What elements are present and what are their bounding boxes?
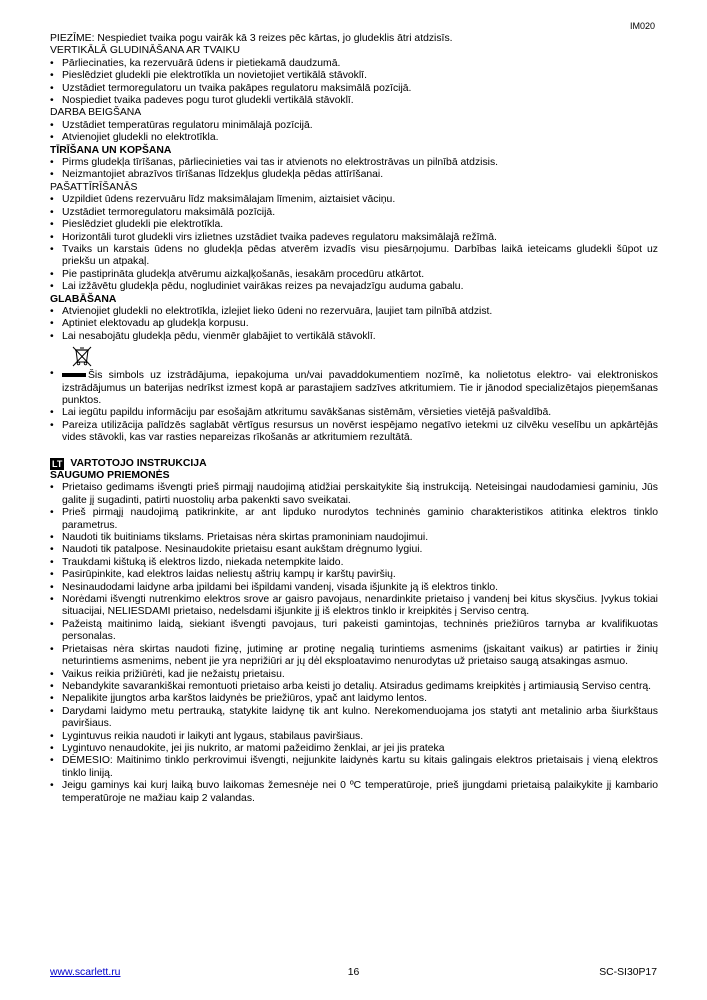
list-item: • Pie pastiprināta gludekļa atvērumu aizkaļķošanās, iesakām procedūru atkārtot. [50, 269, 658, 281]
list-end [50, 120, 658, 145]
lt-heading [50, 458, 658, 470]
list-item: • Uzstādiet termoregulatoru maksimālā pozīcijā. [50, 207, 658, 219]
weee-text-line [62, 370, 658, 407]
list-item: • Nebandykite savarankiškai remontuoti prietaiso arba keisti jo detalių. Atsiradus gedimams kreipkitės į artimiausią Serviso centrą. [50, 681, 658, 693]
list-vertical [50, 58, 658, 108]
list-item: • Jeigu gaminys kai kurį laiką buvo laikomas žemesnėje nei 0 ºC temperatūroje, prieš įjungdami prietaisą palaikykite jį kambario temperatūroje ne mažiau kaip 2 valandas. [50, 780, 658, 805]
weee-text: Šis simbols uz izstrādājuma, iepakojuma un/vai pavaddokumentiem nozīmē, ka nolietotus elektro- vai elektroniskos izstrādājumus un baterijas nedrīkst izmest kopā ar parastajiem sadzīves atkritumiem. Tie ir jānodod specializētajos pieņemšanas punktos. [62, 370, 658, 406]
list-item: • Uzstādiet termoregulatoru un tvaika pakāpes regulatoru maksimālā pozīcijā. [50, 83, 658, 95]
document-code: IM020 [629, 21, 655, 31]
section-title-end: DARBA BEIGŠANA [50, 107, 142, 119]
list-item: • Atvienojiet gludekli no elektrotīkla, izlejiet lieko ūdeni no rezervuāra, ļaujiet tam pilnībā atdzist. [50, 306, 658, 318]
list-item: • Nospiediet tvaika padeves pogu turot gludekli vertikālā stāvoklī. [50, 95, 658, 107]
list-final [50, 407, 658, 444]
section-title-safety: SAUGUMO PRIEMONĖS [50, 470, 170, 481]
list-item: • Nepalikite įjungtos arba karštos laidynės be priežiūros, ypač ant laidymo lentos. [50, 693, 658, 705]
list-item: • Vaikus reikia prižiūrėti, kad jie nežaistų prietaisu. [50, 669, 658, 681]
section-title-storage: GLABĀŠANA [50, 293, 117, 305]
list-selfclean [50, 194, 658, 293]
page-number: 16 [347, 967, 360, 978]
list-item: • Lai iegūtu papildu informāciju par esošajām atkritumu savākšanas sistēmām, vērsieties vietējā pašvaldībā. [50, 407, 658, 419]
list-storage [50, 306, 658, 343]
list-item: • Darydami laidymo metu pertrauką, statykite laidynę tik ant kulno. Nerekomenduojama jos statyti ant metalinio arba šiurkštaus paviršiaus. [50, 706, 658, 731]
section-title-cleaning: TĪRĪŠANA UN KOPŠANA [50, 144, 172, 156]
list-item: • Tvaiks un karstais ūdens no gludekļa pēdas atverēm izvadīs visu piesārņojumu. Darbības laikā ieteicams gludekli šūpot uz priekšu un atpakaļ. [50, 244, 658, 269]
list-item: • Atvienojiet gludekli no elektrotīkla. [50, 132, 658, 144]
list-item: • Traukdami kištuką iš elektros lizdo, niekada netempkite laido. [50, 557, 658, 569]
list-item: • Pieslēdziet gludekli pie elektrotīkla. [50, 219, 658, 231]
model-code: SC-SI30P17 [599, 967, 657, 978]
list-item: • Pirms gludekļa tīrīšanas, pārliecinieties vai tas ir atvienots no elektrostrāvas un pilnībā atdzisis. [50, 157, 658, 169]
page-content [50, 33, 658, 805]
section-title-vertical: VERTIKĀLĀ GLUDINĀŠANA AR TVAIKU [50, 45, 240, 57]
list-item: • Uzpildiet ūdens rezervuāru līdz maksimālajam līmenim, aiztaisiet vāciņu. [50, 194, 658, 206]
lt-title: VARTOTOJO INSTRUKCIJA [70, 457, 207, 469]
list-cleaning [50, 157, 658, 182]
note-text: PIEZĪME: Nespiediet tvaika pogu vairāk kā 3 reizes pēc kārtas, jo gludeklis ātri atdzisīs. [50, 33, 453, 44]
section-title-selfclean: PAŠATTĪRĪŠANĀS [50, 181, 138, 193]
list-item: • Pažeistą maitinimo laidą, siekiant išvengti pavojaus, turi pakeisti gamintojas, techninės priežiūros tarnyba ar kvalifikuotas personalas. [50, 619, 658, 644]
list-safety [50, 482, 658, 805]
list-item: • Prieš pirmąjį naudojimą patikrinkite, ar ant lipduko nurodytos techninės gaminio charakteristikos atitinka elektros tinklo parametrus. [50, 507, 658, 532]
website-link[interactable]: www.scarlett.ru [50, 967, 121, 978]
list-item: • Lai nesabojātu gludekļa pēdu, vienmēr glabājiet to vertikālā stāvoklī. [50, 331, 658, 343]
crossed-bin-icon [64, 346, 98, 370]
list-item: • Horizontāli turot gludekli virs izlietnes uzstādiet tvaika padeves regulatoru maksimālajā režīmā. [50, 232, 658, 244]
weee-item [50, 346, 658, 407]
list-item: • Nesinaudodami laidyne arba įpildami bei išpildami vandenį, visada išjunkite ją iš elektros tinklo. [50, 582, 658, 594]
list-item: • Prietaiso gedimams išvengti prieš pirmąjį naudojimą atidžiai perskaitykite šią instrukciją. Neteisingai naudodamiesi gaminiu, Jūs galite jį sugadinti, patirti nuostolių arba pakenkti savo sveikatai. [50, 482, 658, 507]
list-item: • Lygintuvo nenaudokite, jei jis nukrito, ar matomi pažeidimo ženklai, ar jei jis prateka [50, 743, 658, 755]
list-item: • Prietaisas nėra skirtas naudoti fizinę, jutiminę ar protinę negalią turintiems asmenims (įskaitant vaikus) ar patirties ir žinių neturintiems asmenims, nebent jie yra neprižiūri ar jų dėl eksploatavimo nenurodytas už prietaiso saugą atsakingas asmuo. [50, 644, 658, 669]
list-item: • Norėdami išvengti nutrenkimo elektros srove ar gaisro pavojaus, nenardinkite prietaiso į vandenį bei kitus skysčius. Įvykus tokiai situacijai, NELIESDAMI prietaiso, nedelsdami išjunkite jį iš elektros tinklo ir kreipkitės į Serviso centrą. [50, 594, 658, 619]
list-item: • Uzstādiet temperatūras regulatoru minimālajā pozīcijā. [50, 120, 658, 132]
list-item: • Aptiniet elektovadu ap gludekļa korpusu. [50, 318, 658, 330]
list-item: • Naudoti tik patalpose. Nesinaudokite prietaisu esant aukštam drėgnumo lygiui. [50, 544, 658, 556]
list-item: • Neizmantojiet abrazīvos tīrīšanas līdzekļus gludekļa pēdas attīrīšanai. [50, 169, 658, 181]
weee-bar-icon [62, 373, 86, 377]
list-item: • Pieslēdziet gludekli pie elektrotīkla un novietojiet vertikālā stāvoklī. [50, 70, 658, 82]
list-item: • Lai izžāvētu gludekļa pēdu, nogludiniet vairākas reizes pa nevajadzīgu auduma gabalu. [50, 281, 658, 293]
list-item: • Pasirūpinkite, kad elektros laidas neliestų aštrių kampų ir karštų paviršių. [50, 569, 658, 581]
list-item: • Pārliecinaties, ka rezervuārā ūdens ir pietiekamā daudzumā. [50, 58, 658, 70]
list-item: • Lygintuvus reikia naudoti ir laikyti ant lygaus, stabilaus paviršiaus. [50, 731, 658, 743]
list-item: • DĖMESIO: Maitinimo tinklo perkrovimui išvengti, neįjunkite laidynės kartu su kitais galingais elektros prietaisais į vieną elektros tinklo liniją. [50, 755, 658, 780]
language-badge: LT [52, 458, 63, 469]
list-item: • Pareiza utilizācija palīdzēs saglabāt vērtīgus resursus un novērst iespējamo negatīvo ietekmi uz cilvēku veselību un apkārtējās vides stāvokli, kas var rasties nepareizas rīkošanās ar atkritumiem rezultātā. [50, 420, 658, 445]
list-item: • Naudoti tik buitiniams tikslams. Prietaisas nėra skirtas pramoniniam naudojimui. [50, 532, 658, 544]
